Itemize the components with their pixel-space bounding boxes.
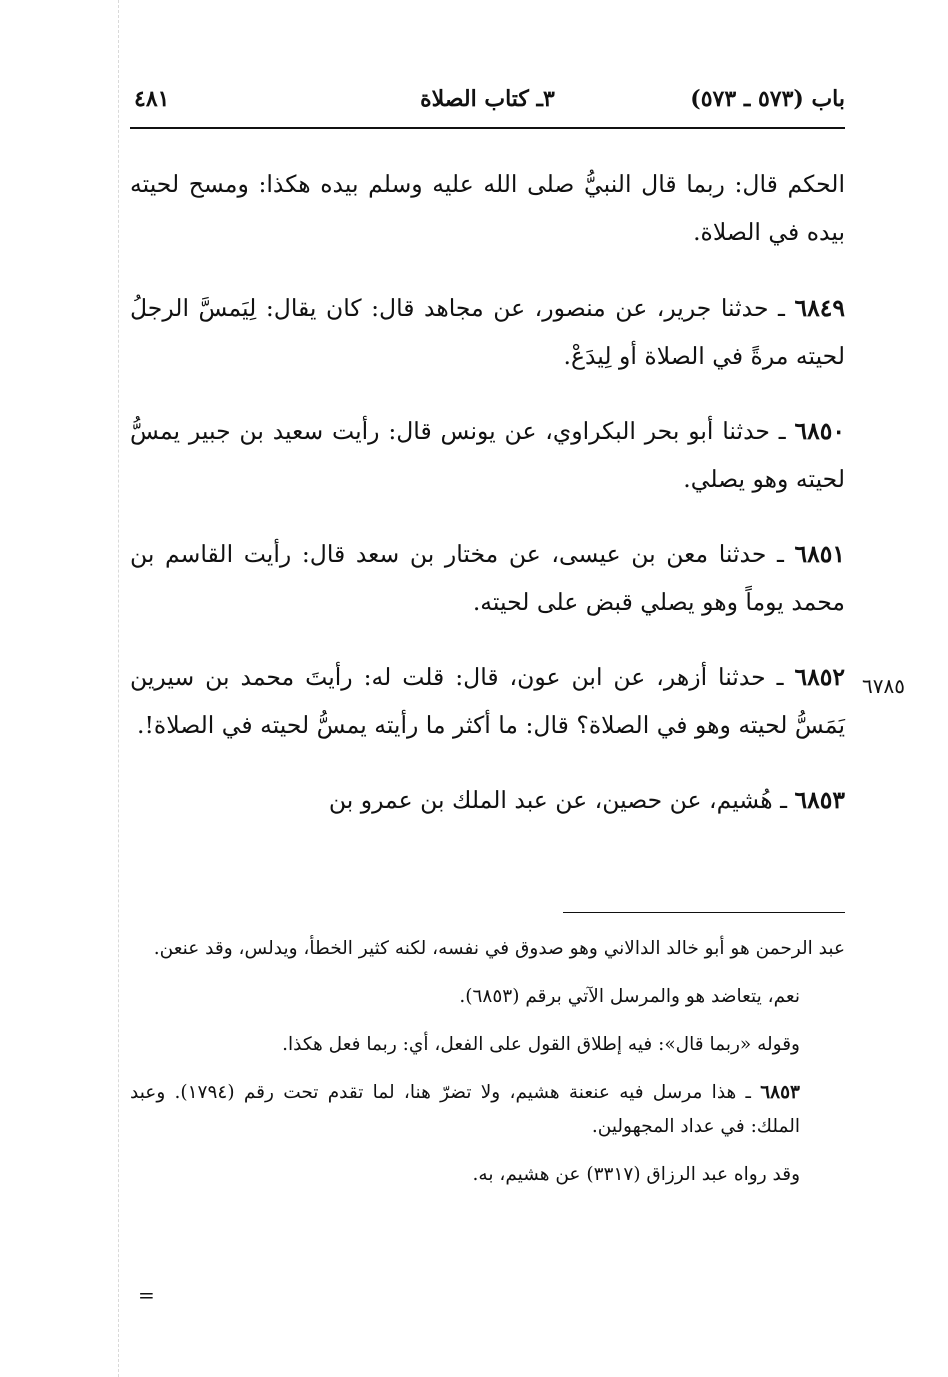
footnote-number: ٦٨٥٣ — [760, 1082, 800, 1103]
footnote-text: ـ هذا مرسل فيه عنعنة هشيم، ولا تضرّ هنا، لما تقدم تحت رقم (١٧٩٤). وعبد الملك: في عداد المجهولين. — [130, 1082, 800, 1137]
footnote-separator — [563, 912, 845, 913]
continuation-mark: = — [138, 1283, 155, 1307]
hadith-number: ٦٨٥٢ — [794, 663, 845, 691]
footnote — [130, 1028, 845, 1062]
page-number: ٤٨١ — [134, 86, 170, 112]
header-rule — [130, 127, 845, 129]
main-text — [130, 160, 845, 851]
footnote-text: وقوله «ربما قال»: فيه إطلاق القول على الفعل، أي: ربما فعل هكذا. — [282, 1034, 800, 1055]
running-head-section: باب (٥٧٣ ـ ٥٧٣) — [690, 86, 845, 112]
hadith-number: ٦٨٥١ — [794, 540, 845, 568]
footnote — [130, 932, 845, 966]
running-head-book-title: ٣ـ كتاب الصلاة — [420, 86, 555, 112]
hadith-text: ـ حدثنا أزهر، عن ابن عون، قال: قلت له: رأيتَ محمد بن سيرين يَمَسُّ لحيته وهو في الصلاة؟ قال: ما أكثر ما رأيته يمسُّ لحيته في الصلاة!. — [130, 663, 845, 739]
hadith-6849 — [130, 284, 845, 380]
hadith-text: ـ حدثنا أبو بحر البكراوي، عن يونس قال: رأيت سعيد بن جبير يمسُّ لحيته وهو يصلي. — [130, 417, 845, 493]
book-page — [130, 0, 845, 1377]
page-binding-line — [118, 0, 119, 1377]
margin-cross-reference: ٦٧٨٥ — [862, 674, 905, 698]
footnote-6853 — [130, 1076, 845, 1144]
paragraph-text: الحكم قال: ربما قال النبيُّ صلى الله عليه وسلم بيده هكذا: ومسح لحيته بيده في الصلاة. — [130, 170, 845, 246]
footnote-text: عبد الرحمن هو أبو خالد الدالاني وهو صدوق في نفسه، لكنه كثير الخطأ، ويدلس، وقد عنعن. — [153, 938, 845, 959]
hadith-number: ٦٨٥٠ — [794, 417, 845, 445]
footnote — [130, 1158, 845, 1192]
hadith-number: ٦٨٤٩ — [794, 294, 845, 322]
hadith-6851 — [130, 530, 845, 626]
footnote-text: وقد رواه عبد الرزاق (٣٣١٧) عن هشيم، به. — [472, 1164, 800, 1185]
footnotes — [130, 932, 845, 1206]
hadith-text: ـ هُشيم، عن حصين، عن عبد الملك بن عمرو بن — [328, 786, 788, 814]
footnote — [130, 980, 845, 1014]
hadith-6852 — [130, 653, 845, 749]
paragraph-continued — [130, 160, 845, 256]
hadith-text: ـ حدثنا جرير، عن منصور، عن مجاهد قال: كان يقال: لِيَمسَّ الرجلُ لحيته مرةً في الصلاة أو لِيدَعْ. — [130, 294, 845, 370]
hadith-number: ٦٨٥٣ — [794, 786, 845, 814]
hadith-text: ـ حدثنا معن بن عيسى، عن مختار بن سعد قال: رأيت القاسم بن محمد يوماً وهو يصلي قبض على لحيته. — [130, 540, 845, 616]
footnote-text: نعم، يتعاضد هو والمرسل الآتي برقم (٦٨٥٣). — [459, 986, 800, 1007]
hadith-6853 — [130, 776, 845, 824]
hadith-6850 — [130, 407, 845, 503]
running-head — [130, 86, 845, 120]
